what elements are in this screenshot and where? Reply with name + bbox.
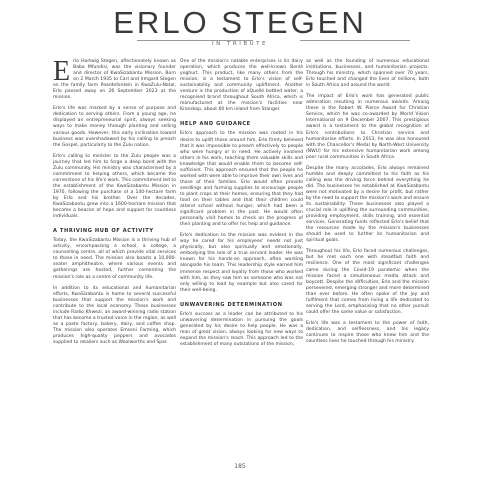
page-subtitle: IN TRIBUTE xyxy=(212,41,268,47)
title-rule-left xyxy=(137,40,253,41)
paragraph: Erlo's dedication to the mission was evident in the way he cared for his employees' needs not just physically, but also spiritually and emotionally, embodying the role of a true servant leader. He was known for his hands-on approach, often working alongside his team. This leadership style earned him immense respect and loyalty from those who worked with him, as they saw him as someone who was not only willing to lead by example but also cared for their well-being. xyxy=(180,233,303,293)
section-heading: UNWAVERING DETERMINATION xyxy=(180,301,283,308)
column-1 xyxy=(53,56,176,351)
paragraph: Erlo's calling to minister to the Zulu people was a journey that led him to forge a deep bond with the Zulu community. His ministry was characterised by a commitment to helping others, which became the cornerstone of his life's work. This commitment led to the establishment of the KwaSizabantu Mission in 1970, following the purchase of a 140-hectare farm by Erlo and his brother. Over the decades, KwaSizabantu grew into a 1600-hectare mission that became a beacon of hope and support for countless individuals. xyxy=(53,153,176,220)
paragraph: In addition to its educational and humanitarian efforts, KwaSizabantu is home to several successful businesses that support the mission's work and contribute to the local economy. These businesses include Radio Khwezi, an award-winning radio station that has become a trusted voice in the region, as well as a paste factory, bakery, dairy, and coffee shop. The mission also operates Emseni Farming, which produces high-quality peppers and avocados supplied to retailers such as Woolworths and Spar. xyxy=(53,285,176,345)
paragraph: Erlo's approach to the mission was rooted in his desire to uplift those around him. Erlo firmly believed that it was impossible to preach effectively to people who were hungry or in need. He actively involved others in his work, teaching them valuable skills and knowledge that would enable them to become self-sufficient. This approach ensured that the people he worked with were able to improve their own lives and those of their families. Erlo would often provide seedlings and farming supplies to encourage people to plant crops at their homes, ensuring that they had food on their tables and that their children could attend school without hunger, which had been a significant problem in the past. He would often personally visit homes to check on the progress of their planting and to offer his help and guidance. xyxy=(180,131,303,228)
section-heading: HELP AND GUIDANCE xyxy=(180,121,251,128)
paragraph: Erlo's life was marked by a sense of purpose and dedication to serving others. From a young age, he displayed an entrepreneurial spirit, always seeking ways to make money through planting and selling various goods. However, this early inclination toward business was overshadowed by his calling to preach the Gospel, particularly to the Zulu nation. xyxy=(53,106,176,148)
drop-cap: E xyxy=(53,56,71,87)
paragraph xyxy=(53,56,176,101)
column-3 xyxy=(306,59,429,350)
paragraph: Throughout his life, Erlo faced numerous challenges, but he met each one with steadfast faith and resilience. One of the most significant challenges came during the Covid-19 pandemic when the mission faced a simultaneous media attack and boycott. Despite the difficulties, Erlo and the mission persevered, emerging stronger and more determined than ever before. He often spoke of the joy and fulfilment that comes from living a life dedicated to serving the Lord, emphasising that no other pursuit could offer the same value or satisfaction. xyxy=(306,249,429,315)
paragraph: Today, the KwaSizabantu Mission is a thriving hub of activity, encompassing a school, a college, a counselling centre, all of which provide vital services to those in need. The mission also boasts a 10,000-seater amphitheatre, where various events and gatherings are hosted, further cementing the mission's role as a centre of community life. xyxy=(53,238,176,280)
column-2 xyxy=(180,59,303,353)
paragraph-text: rlo Hartwig Stegen, affectionately known as Baba Mfundisi, was the visionary founder and director of KwaSizabantu Mission. Born on 2 March 1935 to Carl and Irmgard Stegen on the family farm Paardefontein in KwaZulu-Natal, Erlo passed away on 26 September 2023 at the mission. xyxy=(53,59,176,101)
title-rule-right xyxy=(300,40,410,41)
paragraph: Despite the many accolades, Erlo always remained humble and deeply committed to his faith as his calling was the driving force behind everything he did. The businesses he established at KwaSizabantu were not motivated by a desire for profit, but rather by the need to support the mission's work and ensure its sustainability. These businesses also played a crucial role in uplifting the surrounding communities, providing employment, skills training, and essential services. Generating funds reflected Erlo's belief that the resources made by the mission's businesses should be used to further its humanitarian and spiritual goals. xyxy=(306,165,429,244)
paragraph: as well as the founding of numerous educational institutions, businesses, and humanitarian projects. Through his ministry, which spanned over 70 years, Erlo touched and changed the lives of millions, both in South Africa and around the world. xyxy=(306,59,429,89)
paragraph: Erlo's life was a testament to the power of faith, dedication, and selflessness, and his legacy continues to inspire those who knew him and the countless lives he touched through his ministry. xyxy=(306,320,429,345)
section-heading: A THRIVING HUB OF ACTIVITY xyxy=(53,228,154,235)
paragraph: Erlo's success as a leader can be attributed to his unwavering determination in pursuing the goals generated by his desire to help people. He was a man of great vision, always looking for new ways to expand the mission's reach. This approach led to the establishment of many outstations of the mission, xyxy=(180,311,303,347)
paragraph: The impact of Erlo's work has generated public admiration resulting in numerous awards. Among these is the Robert W. Pierce Award for Christian Service, which he was co-awarded by World Vision International on 9 December 2007. This prestigious award is a testament to the global recognition of Erlo's contributions to Christian service and humanitarian efforts. In 2013, he was also honoured with the Chancellor's Medal by North-West University (NWU) for his extensive humanitarian work among poor rural communities in South Africa. xyxy=(306,94,429,160)
page-number: 185 xyxy=(234,463,246,470)
page-title: ERLO STEGEN xyxy=(113,5,367,40)
paragraph: One of the mission's notable enterprises is its dairy operation, which produces the well-known Bonlé yoghurt. This product, like many others from the mission, is a testament to Erlo's vision of self-sustainability and community upliftment. Another venture is the production of aQuellé bottled water, a recognised brand throughout South Africa, which is manufactured at the mission's facilities near Kranskop, about 60 km inland from Stanger. xyxy=(180,59,303,113)
